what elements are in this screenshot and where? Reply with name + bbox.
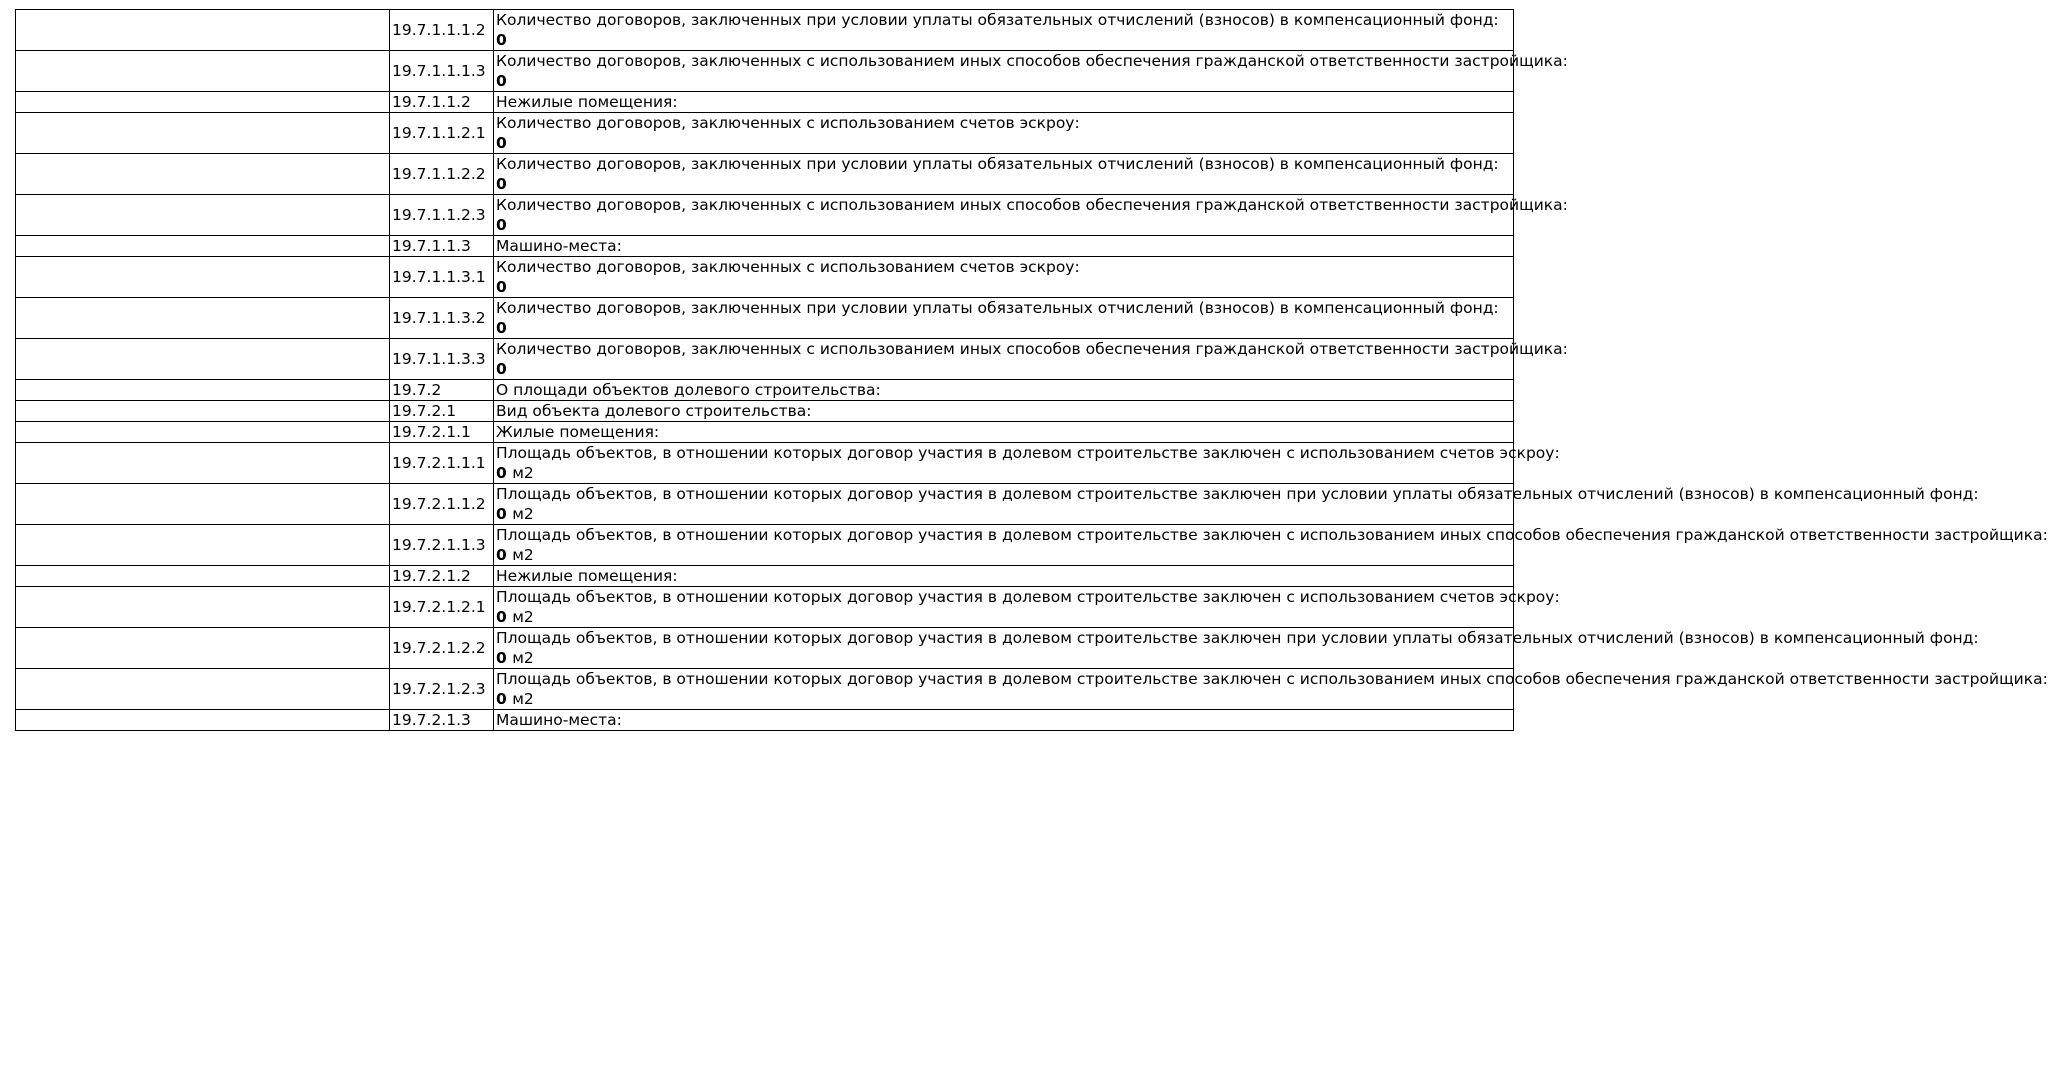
item-value-line — [496, 545, 1513, 565]
item-value: 0 — [496, 464, 507, 482]
item-value-line — [496, 71, 1513, 91]
item-code: 19.7.1.1.2.1 — [390, 113, 494, 154]
item-value-line — [496, 463, 1513, 483]
item-content — [494, 339, 1568, 380]
empty-cell — [16, 113, 390, 154]
item-value: 0 — [496, 216, 507, 234]
item-label: Нежилые помещения: — [496, 93, 678, 111]
item-code: 19.7.1.1.3.3 — [390, 339, 494, 380]
item-value: 0 — [496, 175, 507, 193]
item-value: 0 — [496, 31, 507, 49]
item-value: 0 — [496, 608, 507, 626]
item-code: 19.7.2.1.2 — [390, 566, 494, 587]
item-value-line — [496, 174, 1513, 194]
item-code: 19.7.2.1.2.1 — [390, 587, 494, 628]
item-content — [494, 195, 1568, 236]
item-content — [494, 422, 1514, 443]
item-value-line — [496, 648, 1513, 668]
item-code: 19.7.2.1.1 — [390, 422, 494, 443]
table-row — [16, 669, 1514, 710]
item-value: 0 — [496, 278, 507, 296]
item-unit: м2 — [512, 546, 534, 564]
item-label: Количество договоров, заключенных с использованием счетов эскроу: — [496, 258, 1080, 276]
item-code: 19.7.2.1.1.3 — [390, 525, 494, 566]
item-code: 19.7.1.1.1.3 — [390, 51, 494, 92]
item-content — [494, 669, 2048, 710]
table-row — [16, 236, 1514, 257]
empty-cell — [16, 566, 390, 587]
item-unit: м2 — [512, 649, 534, 667]
item-content — [494, 587, 1560, 628]
empty-cell — [16, 443, 390, 484]
item-code: 19.7.2.1.3 — [390, 710, 494, 731]
item-value-line — [496, 689, 1513, 709]
item-code: 19.7.2.1.1.2 — [390, 484, 494, 525]
item-label: Количество договоров, заключенных с использованием счетов эскроу: — [496, 114, 1080, 132]
item-content — [494, 628, 1979, 669]
item-content — [494, 380, 1514, 401]
empty-cell — [16, 195, 390, 236]
empty-cell — [16, 92, 390, 113]
empty-cell — [16, 422, 390, 443]
table-row — [16, 257, 1514, 298]
table-row — [16, 422, 1514, 443]
item-code: 19.7.1.1.2 — [390, 92, 494, 113]
item-value-line — [496, 359, 1513, 379]
item-label: Количество договоров, заключенных при условии уплаты обязательных отчислений (взносов) в компенсационный фонд: — [496, 11, 1499, 29]
empty-cell — [16, 257, 390, 298]
item-value-line — [496, 277, 1513, 297]
item-unit: м2 — [512, 608, 534, 626]
empty-cell — [16, 525, 390, 566]
empty-cell — [16, 710, 390, 731]
item-value-line — [496, 607, 1513, 627]
table-row — [16, 628, 1514, 669]
item-code: 19.7.1.1.1.2 — [390, 10, 494, 51]
item-label: Площадь объектов, в отношении которых договор участия в долевом строительстве заключен с использованием счетов эскроу: — [496, 444, 1560, 462]
item-label: Количество договоров, заключенных при условии уплаты обязательных отчислений (взносов) в компенсационный фонд: — [496, 155, 1499, 173]
empty-cell — [16, 380, 390, 401]
item-content — [494, 710, 1514, 731]
item-code: 19.7.2.1.2.2 — [390, 628, 494, 669]
item-value: 0 — [496, 72, 507, 90]
item-content — [494, 525, 2048, 566]
item-value-line — [496, 504, 1513, 524]
item-label: Количество договоров, заключенных с использованием иных способов обеспечения гражданской ответственности застройщика: — [496, 340, 1568, 358]
item-content — [494, 566, 1514, 587]
table-row — [16, 10, 1514, 51]
item-label: Количество договоров, заключенных с использованием иных способов обеспечения гражданской ответственности застройщика: — [496, 52, 1568, 70]
table-row — [16, 587, 1514, 628]
item-content — [494, 154, 1514, 195]
item-label: Площадь объектов, в отношении которых договор участия в долевом строительстве заключен при условии уплаты обязательных отчислений (взносов) в компенсационный фонд: — [496, 629, 1979, 647]
empty-cell — [16, 10, 390, 51]
item-label: Площадь объектов, в отношении которых договор участия в долевом строительстве заключен с использованием счетов эскроу: — [496, 588, 1560, 606]
item-label: Площадь объектов, в отношении которых договор участия в долевом строительстве заключен с использованием иных способов обеспечения гражданской ответственности застройщика: — [496, 670, 2048, 688]
table-row — [16, 298, 1514, 339]
item-value: 0 — [496, 319, 507, 337]
item-value: 0 — [496, 360, 507, 378]
item-code: 19.7.1.1.3 — [390, 236, 494, 257]
empty-cell — [16, 628, 390, 669]
empty-cell — [16, 236, 390, 257]
empty-cell — [16, 484, 390, 525]
item-value: 0 — [496, 134, 507, 152]
empty-cell — [16, 669, 390, 710]
item-label: Количество договоров, заключенных при условии уплаты обязательных отчислений (взносов) в компенсационный фонд: — [496, 299, 1499, 317]
table-row — [16, 443, 1514, 484]
item-value-line — [496, 215, 1513, 235]
table-row — [16, 154, 1514, 195]
item-value-line — [496, 133, 1513, 153]
item-label: Машино-места: — [496, 711, 622, 729]
item-content — [494, 257, 1514, 298]
table-row — [16, 195, 1514, 236]
item-label: Нежилые помещения: — [496, 567, 678, 585]
declaration-table — [15, 9, 2048, 731]
table-row — [16, 92, 1514, 113]
item-code: 19.7.1.1.2.3 — [390, 195, 494, 236]
item-code: 19.7.1.1.3.2 — [390, 298, 494, 339]
table-body — [16, 10, 2048, 731]
item-content — [494, 298, 1514, 339]
item-content — [494, 10, 1514, 51]
empty-cell — [16, 339, 390, 380]
table-row — [16, 380, 1514, 401]
item-code: 19.7.2.1.2.3 — [390, 669, 494, 710]
item-code: 19.7.2.1 — [390, 401, 494, 422]
item-content — [494, 484, 1979, 525]
table-row — [16, 401, 1514, 422]
item-content — [494, 92, 1514, 113]
table-row — [16, 51, 1514, 92]
item-content — [494, 443, 1560, 484]
item-value-line — [496, 30, 1513, 50]
table-row — [16, 339, 1514, 380]
table-row — [16, 566, 1514, 587]
empty-cell — [16, 51, 390, 92]
empty-cell — [16, 587, 390, 628]
item-unit: м2 — [512, 505, 534, 523]
item-value: 0 — [496, 546, 507, 564]
item-value: 0 — [496, 649, 507, 667]
item-content — [494, 51, 1568, 92]
table-row — [16, 525, 1514, 566]
item-code: 19.7.2.1.1.1 — [390, 443, 494, 484]
item-code: 19.7.1.1.3.1 — [390, 257, 494, 298]
table-row — [16, 710, 1514, 731]
item-code: 19.7.2 — [390, 380, 494, 401]
item-content — [494, 236, 1514, 257]
table-row — [16, 484, 1514, 525]
item-label: Площадь объектов, в отношении которых договор участия в долевом строительстве заключен при условии уплаты обязательных отчислений (взносов) в компенсационный фонд: — [496, 485, 1979, 503]
empty-cell — [16, 298, 390, 339]
table-row — [16, 113, 1514, 154]
item-label: Площадь объектов, в отношении которых договор участия в долевом строительстве заключен с использованием иных способов обеспечения гражданской ответственности застройщика: — [496, 526, 2048, 544]
empty-cell — [16, 401, 390, 422]
item-code: 19.7.1.1.2.2 — [390, 154, 494, 195]
item-unit: м2 — [512, 464, 534, 482]
item-label: Вид объекта долевого строительства: — [496, 402, 812, 420]
item-value: 0 — [496, 505, 507, 523]
item-label: Жилые помещения: — [496, 423, 660, 441]
item-value-line — [496, 318, 1513, 338]
item-label: Количество договоров, заключенных с использованием иных способов обеспечения гражданской ответственности застройщика: — [496, 196, 1568, 214]
item-unit: м2 — [512, 690, 534, 708]
item-label: Машино-места: — [496, 237, 622, 255]
item-value: 0 — [496, 690, 507, 708]
item-content — [494, 401, 1514, 422]
empty-cell — [16, 154, 390, 195]
item-label: О площади объектов долевого строительства: — [496, 381, 881, 399]
item-content — [494, 113, 1514, 154]
